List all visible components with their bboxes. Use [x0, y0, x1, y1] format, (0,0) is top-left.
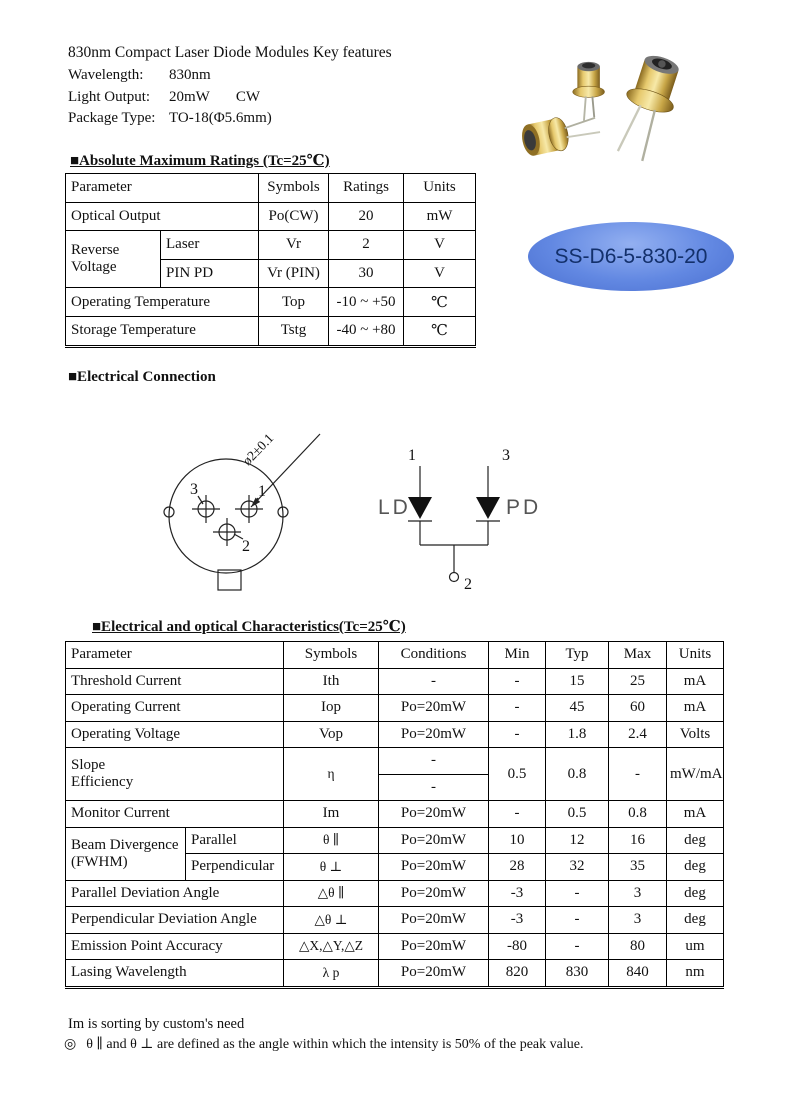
- abs-header-parameter: Parameter: [66, 174, 259, 203]
- pin-layout-diagram: [148, 420, 348, 610]
- footnote-beam-angle-definition: [64, 1036, 583, 1053]
- char-emission-typ: -: [546, 933, 609, 960]
- abs-operating-temp-rating: -10 ~ +50: [329, 288, 404, 317]
- footnote-definition-text: θ ∥ and θ ⊥ are defined as the angle within which the intensity is 50% of the peak value.: [86, 1037, 584, 1052]
- feature-wavelength-value: 830nm: [169, 67, 211, 83]
- feature-light-output: [68, 89, 272, 111]
- abs-operating-temp-param: Operating Temperature: [66, 288, 259, 317]
- char-par-dev-typ: -: [546, 880, 609, 907]
- char-beam-parallel-min: 10: [489, 827, 546, 854]
- feature-package-type: [68, 110, 272, 132]
- char-beam-perpendicular-max: 35: [609, 854, 667, 881]
- abs-row-laser: [66, 231, 476, 260]
- char-threshold-typ: 15: [546, 668, 609, 695]
- pin-3-label: 3: [190, 481, 198, 498]
- pd-label: PD: [506, 496, 542, 519]
- char-beam-divergence-label: [66, 827, 186, 880]
- abs-optical-output-rating: 20: [329, 202, 404, 231]
- char-header-parameter: Parameter: [66, 642, 284, 669]
- absolute-maximum-ratings-table: [65, 173, 476, 348]
- char-emission-unit: um: [667, 933, 724, 960]
- pin-2-label: 2: [242, 538, 250, 555]
- char-op-voltage-min: -: [489, 721, 546, 748]
- feature-light-output-value: 20mW: [169, 88, 210, 105]
- char-slope-min: 0.5: [489, 748, 546, 801]
- char-emission-symbol: △X,△Y,△Z: [284, 933, 379, 960]
- char-perp-dev-max: 3: [609, 907, 667, 934]
- char-par-dev-unit: deg: [667, 880, 724, 907]
- pin-2-marker: [213, 518, 241, 546]
- package-outline: [169, 459, 283, 573]
- char-row-emission-point: [66, 933, 724, 960]
- char-emission-max: 80: [609, 933, 667, 960]
- char-perp-dev-typ: -: [546, 907, 609, 934]
- char-lasing-param: Lasing Wavelength: [66, 960, 284, 988]
- char-header-conditions: Conditions: [379, 642, 489, 669]
- char-op-current-max: 60: [609, 695, 667, 722]
- diode-small-standing: [573, 62, 605, 121]
- char-op-current-min: -: [489, 695, 546, 722]
- char-emission-cond: Po=20mW: [379, 933, 489, 960]
- circuit-pin-3-label: 3: [502, 447, 510, 464]
- pd-diode-symbol: [476, 497, 500, 519]
- model-number-badge: SS-D6-5-830-20: [528, 222, 734, 291]
- char-monitor-min: -: [489, 801, 546, 828]
- char-lasing-min: 820: [489, 960, 546, 988]
- char-beam-parallel-unit: deg: [667, 827, 724, 854]
- char-op-current-symbol: Iop: [284, 695, 379, 722]
- char-op-current-unit: mA: [667, 695, 724, 722]
- char-par-dev-max: 3: [609, 880, 667, 907]
- char-header-units: Units: [667, 642, 724, 669]
- char-row-beam-divergence-parallel: [66, 827, 724, 854]
- pin-3-marker: [192, 495, 220, 523]
- char-beam-perpendicular-param: Perpendicular: [186, 854, 284, 881]
- key-features-list: [68, 67, 272, 132]
- electrical-optical-characteristics-table: [65, 641, 724, 989]
- char-row-threshold-current: [66, 668, 724, 695]
- char-threshold-symbol: Ith: [284, 668, 379, 695]
- char-beam-parallel-typ: 12: [546, 827, 609, 854]
- char-perp-dev-unit: deg: [667, 907, 724, 934]
- laser-diode-product-photo: [495, 44, 715, 178]
- feature-package-type-value: TO-18(Φ5.6mm): [169, 110, 272, 126]
- feature-package-type-label: Package Type:: [68, 110, 156, 126]
- footnote-monitor-current: Im is sorting by custom's need: [68, 1016, 245, 1032]
- section-title-absolute-maximum-ratings: ■Absolute Maximum Ratings (Tc=25℃): [70, 153, 330, 169]
- char-par-dev-param: Parallel Deviation Angle: [66, 880, 284, 907]
- char-row-lasing-wavelength: [66, 960, 724, 988]
- char-header-row: [66, 642, 724, 669]
- char-monitor-unit: mA: [667, 801, 724, 828]
- char-row-operating-voltage: [66, 721, 724, 748]
- feature-light-output-mode: CW: [235, 88, 260, 105]
- char-beam-line2: (FWHM): [71, 853, 128, 870]
- diode-lying: [519, 109, 602, 158]
- dimension-label: ø2±0.1: [239, 430, 277, 469]
- char-slope-max: -: [609, 748, 667, 801]
- char-par-dev-cond: Po=20mW: [379, 880, 489, 907]
- char-lasing-unit: nm: [667, 960, 724, 988]
- char-perp-dev-symbol: △θ ⊥: [284, 907, 379, 934]
- common-terminal: [450, 573, 459, 582]
- char-op-voltage-max: 2.4: [609, 721, 667, 748]
- circuit-pin-2-label: 2: [464, 576, 472, 593]
- char-lasing-cond: Po=20mW: [379, 960, 489, 988]
- abs-laser-param: Laser: [161, 231, 259, 260]
- ld-diode-symbol: [408, 497, 432, 519]
- pin-1-label: 1: [258, 483, 266, 500]
- abs-optical-output-symbol: Po(CW): [259, 202, 329, 231]
- char-threshold-param: Threshold Current: [66, 668, 284, 695]
- char-monitor-param: Monitor Current: [66, 801, 284, 828]
- abs-operating-temp-unit: ℃: [404, 288, 476, 317]
- abs-operating-temp-symbol: Top: [259, 288, 329, 317]
- char-header-typ: Typ: [546, 642, 609, 669]
- abs-pin-pd-param: PIN PD: [161, 259, 259, 288]
- abs-storage-temp-symbol: Tstg: [259, 316, 329, 346]
- feature-wavelength: [68, 67, 272, 89]
- char-op-voltage-symbol: Vop: [284, 721, 379, 748]
- feature-wavelength-label: Wavelength:: [68, 67, 144, 83]
- char-row-operating-current: [66, 695, 724, 722]
- char-par-dev-symbol: △θ ∥: [284, 880, 379, 907]
- abs-laser-unit: V: [404, 231, 476, 260]
- page-title: 830nm Compact Laser Diode Modules Key features: [68, 44, 392, 61]
- ld-pd-circuit-diagram: [378, 442, 548, 602]
- abs-storage-temp-param: Storage Temperature: [66, 316, 259, 346]
- abs-pin-pd-symbol: Vr (PIN): [259, 259, 329, 288]
- char-header-min: Min: [489, 642, 546, 669]
- char-slope-param: [66, 748, 284, 801]
- char-slope-line1: Slope: [71, 757, 106, 773]
- char-beam-parallel-param: Parallel: [186, 827, 284, 854]
- abs-header-symbols: Symbols: [259, 174, 329, 203]
- char-threshold-min: -: [489, 668, 546, 695]
- char-monitor-max: 0.8: [609, 801, 667, 828]
- char-slope-cond2: -: [379, 774, 489, 801]
- char-lasing-max: 840: [609, 960, 667, 988]
- abs-header-row: [66, 174, 476, 203]
- char-beam-perpendicular-cond: Po=20mW: [379, 854, 489, 881]
- char-perp-dev-param: Perpendicular Deviation Angle: [66, 907, 284, 934]
- char-slope-line2: Efficiency: [71, 774, 134, 790]
- diode-large-tilted: [608, 50, 687, 165]
- abs-pin-pd-unit: V: [404, 259, 476, 288]
- ld-label: LD: [378, 496, 411, 519]
- char-emission-param: Emission Point Accuracy: [66, 933, 284, 960]
- char-threshold-unit: mA: [667, 668, 724, 695]
- char-perp-dev-min: -3: [489, 907, 546, 934]
- abs-laser-rating: 2: [329, 231, 404, 260]
- char-beam-parallel-symbol: θ ∥: [284, 827, 379, 854]
- char-row-parallel-deviation: [66, 880, 724, 907]
- char-perp-dev-cond: Po=20mW: [379, 907, 489, 934]
- char-op-voltage-param: Operating Voltage: [66, 721, 284, 748]
- char-row-perpendicular-deviation: [66, 907, 724, 934]
- char-row-monitor-current: [66, 801, 724, 828]
- char-op-current-param: Operating Current: [66, 695, 284, 722]
- char-beam-perpendicular-symbol: θ ⊥: [284, 854, 379, 881]
- char-header-max: Max: [609, 642, 667, 669]
- abs-reverse-line2: Voltage: [71, 259, 117, 276]
- feature-light-output-label: Light Output:: [68, 88, 151, 105]
- abs-row-operating-temperature: [66, 288, 476, 317]
- char-par-dev-min: -3: [489, 880, 546, 907]
- char-lasing-symbol: λ p: [284, 960, 379, 988]
- char-header-symbols: Symbols: [284, 642, 379, 669]
- char-row-slope-efficiency: [66, 748, 724, 775]
- char-slope-typ: 0.8: [546, 748, 609, 801]
- footnote-marker-icon: ◎: [64, 1037, 77, 1052]
- char-beam-parallel-max: 16: [609, 827, 667, 854]
- section-title-characteristics: ■Electrical and optical Characteristics(Tc=25℃): [92, 619, 406, 635]
- abs-optical-output-unit: mW: [404, 202, 476, 231]
- abs-reverse-voltage-label: [66, 231, 161, 288]
- char-emission-min: -80: [489, 933, 546, 960]
- char-slope-cond1: -: [379, 748, 489, 775]
- char-monitor-symbol: Im: [284, 801, 379, 828]
- char-threshold-max: 25: [609, 668, 667, 695]
- abs-header-ratings: Ratings: [329, 174, 404, 203]
- char-threshold-cond: -: [379, 668, 489, 695]
- char-monitor-cond: Po=20mW: [379, 801, 489, 828]
- abs-reverse-line1: Reverse: [71, 242, 120, 259]
- char-slope-unit: mW/mA: [667, 748, 724, 801]
- char-beam-perpendicular-typ: 32: [546, 854, 609, 881]
- abs-storage-temp-unit: ℃: [404, 316, 476, 346]
- abs-storage-temp-rating: -40 ~ +80: [329, 316, 404, 346]
- char-beam-perpendicular-min: 28: [489, 854, 546, 881]
- char-op-voltage-typ: 1.8: [546, 721, 609, 748]
- abs-optical-output-param: Optical Output: [66, 202, 259, 231]
- circuit-pin-1-label: 1: [408, 447, 416, 464]
- abs-pin-pd-rating: 30: [329, 259, 404, 288]
- char-beam-line1: Beam Divergence: [71, 836, 179, 853]
- abs-header-units: Units: [404, 174, 476, 203]
- char-slope-symbol: η: [284, 748, 379, 801]
- char-op-voltage-cond: Po=20mW: [379, 721, 489, 748]
- char-lasing-typ: 830: [546, 960, 609, 988]
- char-op-current-cond: Po=20mW: [379, 695, 489, 722]
- char-op-voltage-unit: Volts: [667, 721, 724, 748]
- char-monitor-typ: 0.5: [546, 801, 609, 828]
- abs-row-optical-output: [66, 202, 476, 231]
- section-title-electrical-connection: ■Electrical Connection: [68, 369, 216, 385]
- char-op-current-typ: 45: [546, 695, 609, 722]
- char-beam-perpendicular-unit: deg: [667, 854, 724, 881]
- char-beam-parallel-cond: Po=20mW: [379, 827, 489, 854]
- abs-laser-symbol: Vr: [259, 231, 329, 260]
- abs-row-storage-temperature: [66, 316, 476, 346]
